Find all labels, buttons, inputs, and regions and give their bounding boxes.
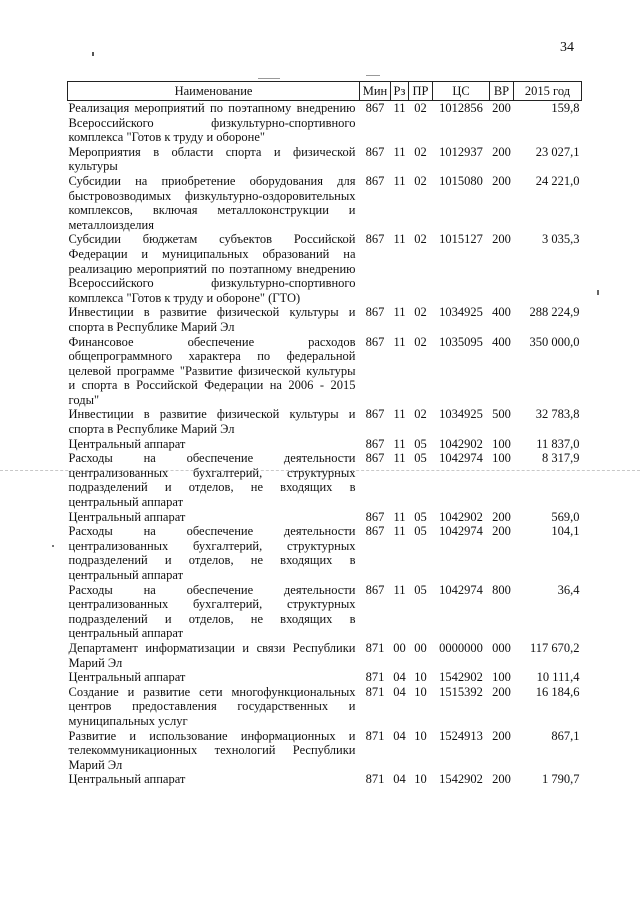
row-name: Субсидии на приобретение оборудования для быстровозводимых физкультурно-оздоровительных комплексов, включая металлоконструкции и металлоизделия <box>68 173 356 232</box>
row-min-code: 867 <box>365 173 385 188</box>
row-pr-code: 02 <box>414 407 427 422</box>
row-vr-code: 200 <box>492 173 511 188</box>
table-row <box>68 772 582 787</box>
scan-speck <box>597 290 599 295</box>
row-rz-code: 11 <box>393 407 406 422</box>
row-pr-code: 05 <box>414 436 427 451</box>
row-rz-code: 11 <box>393 436 406 451</box>
row-name: Реализация мероприятий по поэтапному внедрению Всероссийского физкультурно-спортивного комплекса "Готов к труду и обороне" <box>68 101 356 145</box>
row-vr-code: 400 <box>492 334 511 349</box>
row-vr-code: 100 <box>492 451 511 466</box>
table-row <box>68 641 582 670</box>
row-vr-code: 000 <box>492 640 511 655</box>
row-cs-code: 1012856 <box>439 101 483 115</box>
row-vr-code: 800 <box>492 582 511 597</box>
row-vr-code: 100 <box>492 436 511 451</box>
row-min-code: 867 <box>365 144 385 159</box>
row-amount: 1 790,7 <box>542 772 580 787</box>
row-rz-code: 11 <box>393 144 406 159</box>
column-header-name: Наименование <box>68 82 360 101</box>
row-min-code: 867 <box>365 524 385 539</box>
row-amount: 32 783,8 <box>535 407 580 422</box>
row-vr-code: 200 <box>492 232 511 247</box>
column-header-rz: Рз <box>391 82 409 101</box>
row-rz-code: 11 <box>393 582 406 597</box>
column-header-pr: ПР <box>409 82 433 101</box>
row-pr-code: 10 <box>414 728 427 743</box>
budget-table <box>67 81 582 787</box>
row-amount: 569,0 <box>551 509 580 524</box>
row-pr-code: 00 <box>414 640 427 655</box>
row-cs-code: 1015080 <box>439 173 483 188</box>
scan-speck <box>52 545 54 547</box>
row-cs-code: 1542902 <box>439 670 483 685</box>
row-rz-code: 11 <box>393 173 406 188</box>
row-name: Мероприятия в области спорта и физической культуры <box>68 144 356 174</box>
row-name: Создание и развитие сети многофункциональных центров предоставления государственных и муниципальных услуг <box>68 684 356 728</box>
table-row <box>68 510 582 525</box>
page-number: 34 <box>560 40 574 55</box>
row-vr-code: 200 <box>492 101 511 115</box>
row-cs-code: 1042902 <box>439 509 483 524</box>
row-cs-code: 1034925 <box>439 305 483 320</box>
row-amount: 8 317,9 <box>542 451 580 466</box>
row-name: Финансовое обеспечение расходов общепрограммного характера по федеральной целевой программе "Развитие физической культуры и спорта в Российской Федерации на 2006 - 2015 годы" <box>68 334 356 407</box>
row-min-code: 871 <box>365 640 385 655</box>
row-min-code: 867 <box>365 451 385 466</box>
row-cs-code: 1035095 <box>439 334 483 349</box>
row-name: Инвестиции в развитие физической культуры и спорта в Республике Марий Эл <box>68 305 356 334</box>
row-amount: 117 670,2 <box>529 640 580 655</box>
row-min-code: 867 <box>365 305 385 320</box>
row-min-code: 867 <box>365 334 385 349</box>
row-name: Центральный аппарат <box>68 772 186 787</box>
row-cs-code: 1524913 <box>439 728 483 743</box>
table-row <box>68 407 582 436</box>
row-name: Субсидии бюджетам субъектов Российской Федерации и муниципальных образований на реализацию мероприятий по поэтапному внедрению Всероссийского физкультурно-спортивного комплекса "Готов к труду и обороне" (ГТО) <box>68 232 356 305</box>
row-amount: 159,8 <box>551 101 580 115</box>
row-amount: 36,4 <box>557 582 580 597</box>
row-pr-code: 02 <box>414 232 427 247</box>
row-cs-code: 1042974 <box>439 524 483 539</box>
row-cs-code: 1015127 <box>439 232 483 247</box>
row-pr-code: 05 <box>414 582 427 597</box>
row-cs-code: 1012937 <box>439 144 483 159</box>
row-name: Расходы на обеспечение деятельности централизованных бухгалтерий, структурных подразделений и отделов, не входящих в центральный аппарат <box>68 451 356 510</box>
row-vr-code: 200 <box>492 684 511 699</box>
row-vr-code: 200 <box>492 772 511 787</box>
row-vr-code: 200 <box>492 509 511 524</box>
table-row <box>68 451 582 509</box>
row-amount: 3 035,3 <box>542 232 580 247</box>
row-rz-code: 04 <box>393 728 406 743</box>
row-min-code: 871 <box>365 670 385 685</box>
row-rz-code: 11 <box>393 232 406 247</box>
row-amount: 350 000,0 <box>529 334 580 349</box>
table-body <box>68 101 582 787</box>
row-pr-code: 02 <box>414 305 427 320</box>
row-rz-code: 00 <box>393 640 406 655</box>
row-rz-code: 11 <box>393 524 406 539</box>
table-row <box>68 670 582 685</box>
row-pr-code: 10 <box>414 772 427 787</box>
row-min-code: 867 <box>365 101 385 115</box>
row-rz-code: 11 <box>393 451 406 466</box>
row-name: Центральный аппарат <box>68 509 186 524</box>
row-vr-code: 200 <box>492 728 511 743</box>
row-min-code: 871 <box>365 772 385 787</box>
row-min-code: 867 <box>365 232 385 247</box>
row-name: Департамент информатизации и связи Республики Марий Эл <box>68 640 356 670</box>
row-name: Центральный аппарат <box>68 436 186 451</box>
row-pr-code: 02 <box>414 173 427 188</box>
row-rz-code: 11 <box>393 305 406 320</box>
table-row <box>68 335 582 408</box>
row-name: Развитие и использование информационных и телекоммуникационных технологий Республики Марий Эл <box>68 728 356 772</box>
row-min-code: 867 <box>365 436 385 451</box>
row-amount: 288 224,9 <box>529 305 580 320</box>
row-rz-code: 04 <box>393 772 406 787</box>
row-name: Расходы на обеспечение деятельности централизованных бухгалтерий, структурных подразделений и отделов, не входящих в центральный аппарат <box>68 582 356 641</box>
scan-speck <box>92 52 94 56</box>
column-header-year: 2015 год <box>514 82 582 101</box>
row-rz-code: 04 <box>393 684 406 699</box>
row-rz-code: 04 <box>393 670 406 685</box>
row-cs-code: 1034925 <box>439 407 483 422</box>
row-pr-code: 05 <box>414 451 427 466</box>
row-pr-code: 05 <box>414 524 427 539</box>
table-row <box>68 685 582 729</box>
row-vr-code: 400 <box>492 305 511 320</box>
table-row <box>68 232 582 305</box>
column-header-vr: ВР <box>490 82 514 101</box>
row-name: Инвестиции в развитие физической культуры и спорта в Республике Марий Эл <box>68 407 356 437</box>
row-amount: 867,1 <box>551 728 580 743</box>
table-row <box>68 101 582 145</box>
scan-speck <box>258 78 280 79</box>
table-row <box>68 174 582 232</box>
row-vr-code: 100 <box>492 670 511 685</box>
row-cs-code: 1515392 <box>439 684 483 699</box>
row-min-code: 867 <box>365 509 385 524</box>
row-pr-code: 02 <box>414 144 427 159</box>
row-pr-code: 05 <box>414 509 427 524</box>
row-amount: 11 837,0 <box>536 436 580 451</box>
table-row <box>68 305 582 334</box>
row-vr-code: 200 <box>492 524 511 539</box>
row-min-code: 871 <box>365 684 385 699</box>
row-name: Расходы на обеспечение деятельности централизованных бухгалтерий, структурных подразделений и отделов, не входящих в центральный аппарат <box>68 524 356 582</box>
row-vr-code: 200 <box>492 144 511 159</box>
row-amount: 24 221,0 <box>535 173 580 188</box>
column-header-cs: ЦС <box>433 82 490 101</box>
row-min-code: 871 <box>365 728 385 743</box>
row-name: Центральный аппарат <box>68 670 186 685</box>
row-amount: 16 184,6 <box>535 684 580 699</box>
table-header-row <box>68 82 582 101</box>
row-min-code: 867 <box>365 407 385 422</box>
table-row <box>68 583 582 641</box>
row-cs-code: 1042974 <box>439 582 483 597</box>
table-row <box>68 437 582 452</box>
row-cs-code: 1042902 <box>439 436 483 451</box>
row-pr-code: 02 <box>414 334 427 349</box>
table-row <box>68 524 582 582</box>
row-cs-code: 1042974 <box>439 451 483 466</box>
row-amount: 104,1 <box>551 524 580 539</box>
row-pr-code: 02 <box>414 101 427 115</box>
row-rz-code: 11 <box>393 509 406 524</box>
row-rz-code: 11 <box>393 334 406 349</box>
row-rz-code: 11 <box>393 101 406 115</box>
column-header-min: Мин <box>360 82 391 101</box>
row-amount: 10 111,4 <box>536 670 580 685</box>
row-cs-code: 1542902 <box>439 772 483 787</box>
row-vr-code: 500 <box>492 407 511 422</box>
table-row <box>68 729 582 773</box>
row-min-code: 867 <box>365 582 385 597</box>
table-row <box>68 145 582 174</box>
row-pr-code: 10 <box>414 684 427 699</box>
scan-speck <box>366 75 380 76</box>
row-cs-code: 0000000 <box>439 640 483 655</box>
row-pr-code: 10 <box>414 670 427 685</box>
row-amount: 23 027,1 <box>535 144 580 159</box>
